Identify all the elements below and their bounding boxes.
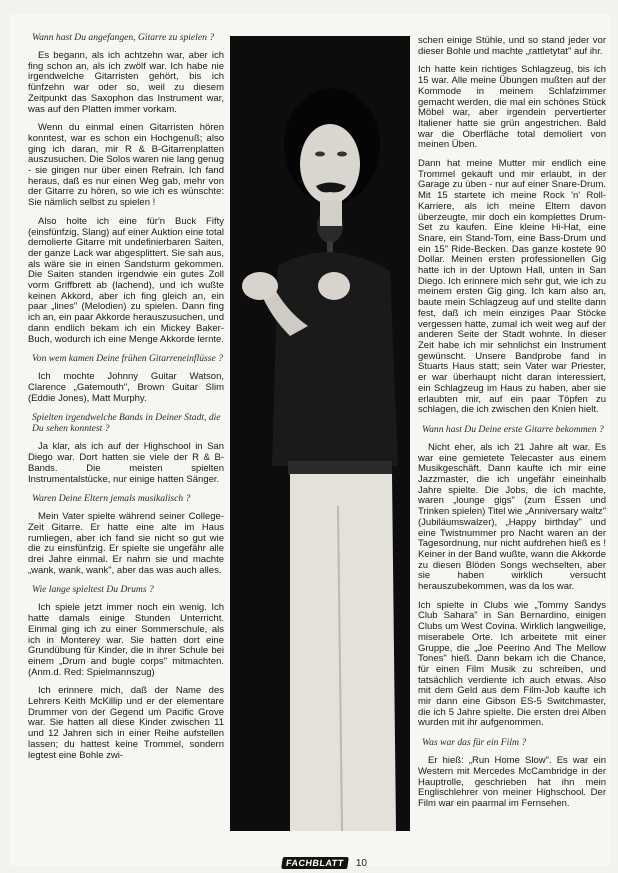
interview-answer-continued: schen einige Stühle, und so stand jeder vor dieser Bohle und machte „rattletytat" auf ihr. [418,35,606,57]
interview-question: Spielten irgendwelche Bands in Deiner Stadt, die Du sehen konntest ? [32,412,221,435]
interview-question: Wann hast Du angefangen, Gitarre zu spielen ? [32,32,215,43]
interview-answer: Ja klar, als ich auf der Highschool in San Diego war. Dort hatten sie viele der R & B-Bands. Die meisten spielten Instrumentalstücke, nur einige hatten Sänger. [28,441,224,485]
right-text-column [418,36,606,818]
interview-question: Wie lange spieltest Du Drums ? [32,584,154,596]
interview-question: Von wem kamen Deine frühen Gitarreneinflüsse ? [32,353,223,365]
interview-answer: Ich hatte kein richtiges Schlagzeug, bis ich 15 war. Alle meine Übungen mußten auf der Kommode in meinem Schlafzimmer gemacht werden, die mal ein schönes Stück Möbel war, aber irgendein pervertierter Italiener hatte sie grün angestrichen. Bald war die Oberfläche total demoliert von meinen Üben. [418,64,606,151]
interview-question: Wann hast Du Deine erste Gitarre bekommen ? [422,423,604,435]
interview-question: Was war das für ein Film ? [422,737,527,749]
interview-answer: Dann hat meine Mutter mir endlich eine Trommel gekauft und mir erlaubt, in der Garage zu üben - nur auf einer Snare-Drum. Mit 15 startete ich meine Rock 'n' Roll-Karriere, als ich meine Eltern davon überzeugte, mir doch ein komplettes Drum-Set zu kaufen. Eine kleine Hi-Hat, eine Snare, ein Stand-Tom, eine Bass-Drum und ein 15" Ride-Becken. Das ganze kostete 90 Dollar. Meinen ersten professionellen Gig hatte ich in der Uptown Hall, unten in San Diego. Ich erinnere mich sehr gut, wie ich zu meinem ersten Gig ging. Ich kam also an, baute mein Schlagzeug auf und stellte dann fest, daß ich mein einziges Paar Stöcke vergessen hatte, zumal ich weit weg auf der anderen Seite der Stadt wohnte. In dieser Zeit habe ich mir sehnlichst ein Instrument gewünscht. Unsere Bandprobe fand in Stuarts Haus statt; sein Vater war Priester, er war überhaupt nicht daran interessiert, ein Schlagzeug im Haus zu haben, aber sie erlaubten mir, auf ein paar Töpfen zu schlagen, die ich zwischen den Knien hielt. [418,158,606,416]
interview-answer: Ich mochte Johnny Guitar Watson, Clarence „Gatemouth", Brown Guitar Slim (Eddie Jones), Matt Murphy. [28,371,224,404]
interview-answer: Es begann, als ich achtzehn war, aber ich fing schon an, als ich zwölf war. Ich habe nie irgendwelche Gitarristen gehört, bis ich fünfzehn war oder so, weil zu diesem Zeitpunkt das Saxophon das Instrument war, was auf den Platten immer vorkam. [28,50,224,115]
performer-photo [230,36,410,831]
interview-answer: Ich spiele jetzt immer noch ein wenig. Ich hatte damals einige Stunden Unterricht. Einmal ging ich zu einer Sommerschule, als ich in Monterey war. Sie hatten dort eine Grundübung für Kinder, die in ihrer Schule bei einem „Drum and bugle corps" mitmachten. (Anm.d. Red: Spielmannszug) [28,602,224,678]
left-text-column [28,32,224,769]
interview-answer: Ich erinnere mich, daß der Name des Lehrers Keith McKillip und er der elementare Drummer von der Gegend um Pacific Grove war. Sie hatten all diese Kinder zwischen 11 und 12 Jahren sich in einer Reihe aufstellen lassen; du hattest keine Trommel, sondern legtest eine Bohle zwi- [28,685,224,761]
interview-answer: Nicht eher, als ich 21 Jahre alt war. Es war eine gemietete Telecaster aus einem Musikgeschäft. Dann kaufte ich mir eine Jazzmaster, die ich ungefähr eineinhalb Jahre spielte. Die Jobs, die ich machte, waren „lounge gigs" (zum Essen und Trinken spielen) Titel wie „Anniversary waltz" (Jubiläumswalzer), „Happy birthday" und eine Twistnummer pro Nacht waren an der Tagesordnung, nur nicht aufdrehen hieß es ! Keiner in der Band wußte, wann die Akkorde zu diesen Blöden Songs wechselten, aber sie haben wirklich versucht herauszubekommen, was da los war. [418,441,606,593]
interview-answer: Wenn du einmal einen Gitarristen hören konntest, war es schon ein Hochgenuß; also ging ich daran, mir R & B-Gitarrenplatten auszusuchen. Die Solos waren nie lang genug - sie gingen nur über einen Refrain. Ich fand heraus, daß es nur einen Weg gab, mehr von der Gitarre zu hören, so wie ich es wünschte: Sie nämlich selbst zu spielen ! [28,122,224,209]
interview-answer: Er hieß: „Run Home Slow". Es war ein Western mit Mercedes McCambridge in der Hauptrolle, geschrieben hat ihn mein Englischlehrer von meiner Highschool. Der Film war ein paarmal im Fernsehen. [418,755,606,809]
interview-answer: Ich spielte in Clubs wie „Tommy Sandys Club Sahara" in San Bernardino, einigen Clubs um West Covina. Wirklich langweilige, miserabele Orte. Ich arbeitete mit einer Gruppe, die „Joe Peerino And The Mellow Tones" hieß. Dann bekam ich die Chance, für einen Film Musik zu schreiben, und tatsächlich verdiente ich auch etwas. Also mit dem Geld aus dem Film-Job kaufte ich mir dann eine Gibson ES-5 Switchmaster, die ich 5 Jahre spielte. Die ersten drei Alben wurden mit ihr aufgenommen. [418,599,606,729]
magazine-logo: FACHBLATT [281,857,349,869]
interview-question: Waren Deine Eltern jemals musikalisch ? [32,493,191,505]
interview-answer: Also holte ich eine für'n Buck Fifty (einsfünfzig, Slang) auf einer Auktion eine total demolierte Gitarre mit undefinierbaren Saiten, der ganze Lack war abgesplittert. Sie sah aus, als wäre sie in einen Sandsturm gekommen. Die Saiten standen irgendwie ein gutes Zoll vorm Griffbrett ab (lachend), und ich wußte keinen Akkord, aber ich fing gleich an, ein paar „lines" (Melodien) zu spielen. Dann fing ich an, ein paar Akkorde herauszusuchen, und dann endlich bekam ich ein Mickey Baker-Buch, wodurch ich eine Menge Akkorde lernte. [28,215,224,345]
magazine-page [10,14,610,869]
interview-answer: Mein Vater spielte während seiner College-Zeit Gitarre. Er hatte eine alte im Haus rumliegen, aber ich fand sie nicht so gut wie die zu einsfünfzig. Er spielte sie ungefähr alle drei Jahre einmal. Er nahm sie und machte „wank, wank, wank", aber das was auch alles. [28,511,224,576]
page-footer [282,856,367,870]
page-number: 10 [355,857,367,869]
performer-photo-graphic [230,36,410,831]
